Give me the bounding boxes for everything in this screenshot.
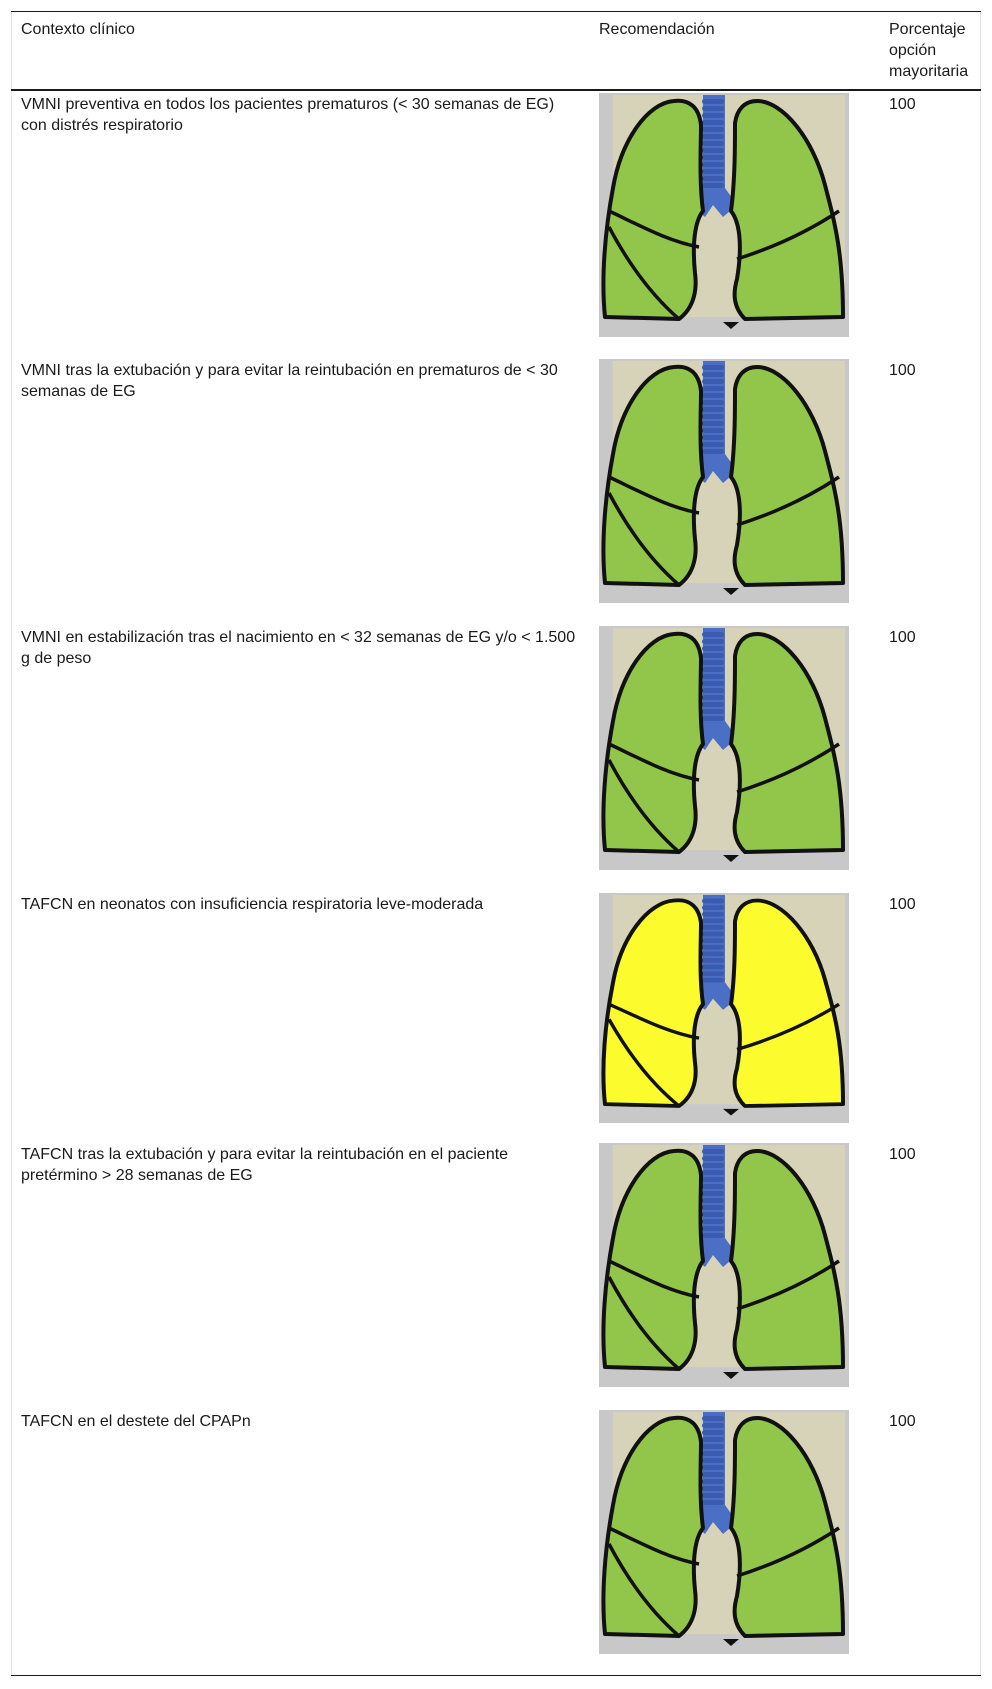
header-percentage: Porcentaje opción mayoritaria — [889, 21, 969, 80]
row-context: VMNI tras la extubación y para evitar la reintubación en prematuros de < 30 semanas de EG — [21, 362, 558, 400]
header-context: Contexto clínico — [21, 21, 135, 38]
row-percentage: 100 — [889, 96, 916, 113]
lungs-green-icon — [599, 1143, 849, 1387]
lungs-yellow-icon — [599, 893, 849, 1123]
row-percentage: 100 — [889, 1146, 916, 1163]
row-percentage: 100 — [889, 896, 916, 913]
table-row — [11, 891, 981, 1141]
row-context: TAFCN en neonatos con insuficiencia respiratoria leve-moderada — [21, 896, 484, 913]
row-context: TAFCN tras la extubación y para evitar la reintubación en el paciente pretérmino > 28 semanas de EG — [21, 1146, 509, 1184]
row-percentage: 100 — [889, 1413, 916, 1430]
lungs-green-icon — [599, 626, 849, 870]
table-row — [11, 624, 981, 891]
row-percentage: 100 — [889, 629, 916, 646]
row-context: VMNI en estabilización tras el nacimiento en < 32 semanas de EG y/o < 1.500 g de peso — [21, 629, 576, 667]
row-recommendation — [589, 357, 879, 624]
row-recommendation — [589, 891, 879, 1141]
table-row — [11, 90, 981, 357]
row-context: TAFCN en el destete del CPAPn — [21, 1413, 251, 1430]
recommendations-table — [11, 11, 981, 1676]
row-recommendation — [589, 90, 879, 357]
header-recommendation: Recomendación — [599, 21, 715, 38]
table-row — [11, 1408, 981, 1675]
row-recommendation — [589, 1408, 879, 1675]
lungs-green-icon — [599, 93, 849, 337]
row-recommendation — [589, 1141, 879, 1408]
table-row — [11, 1141, 981, 1408]
lungs-green-icon — [599, 359, 849, 603]
row-context: VMNI preventiva en todos los pacientes prematuros (< 30 semanas de EG) con distrés respiratorio — [21, 96, 555, 134]
lungs-green-icon — [599, 1410, 849, 1654]
table-header-row — [11, 12, 981, 91]
row-percentage: 100 — [889, 362, 916, 379]
table-row — [11, 357, 981, 624]
row-recommendation — [589, 624, 879, 891]
